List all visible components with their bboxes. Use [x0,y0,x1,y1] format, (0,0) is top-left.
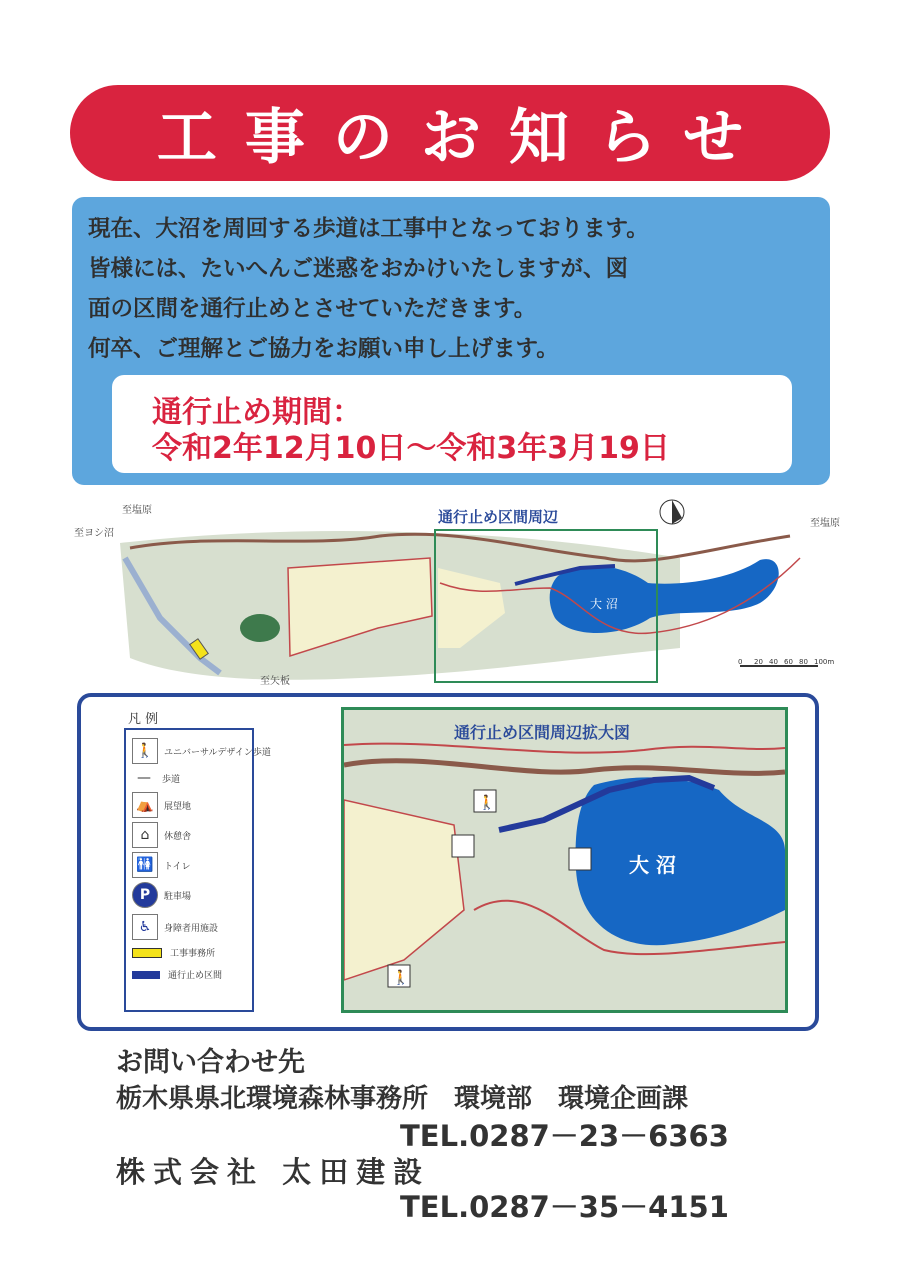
legend-item [132,738,271,764]
legend-label: 展望地 [164,801,192,812]
legend-item [132,792,191,818]
legend-item [132,968,222,981]
legend-label: 歩道 [162,774,181,785]
overview-map [60,488,850,688]
notice-line: 面の区間を通行止めとさせていただきます。 [88,296,537,322]
legend-item [132,822,191,848]
hiker-icon: 🚶 [478,795,496,811]
notice-text [88,209,818,369]
viewpoint-icon [452,835,474,857]
place-label: 至塩原 [810,518,840,529]
scale-tick: 20 [754,658,763,666]
legend-label: 休憩舎 [164,831,192,842]
toilet-icon: 🚻 [132,852,158,878]
legend-item [132,766,180,790]
zoom-map-canvas [344,710,785,1010]
notice-line: 何卒、ご理解とご協力をお願い申し上げます。 [88,336,559,362]
highlight-label: 通行止め区間周辺 [438,508,559,526]
lake-label: 大 沼 [590,597,618,611]
legend-label: 工事事務所 [170,949,216,959]
path-line-icon: — [137,770,151,786]
closure-swatch-icon [132,971,160,979]
contact-heading: お問い合わせ先 [116,1047,305,1078]
legend-item [132,914,218,940]
scale-tick: 60 [784,658,793,666]
contact-tel-1: TEL.0287－23－6363 [400,1119,729,1153]
legend-label: 通行止め区間 [168,971,223,981]
hiker-icon: 🚶 [132,738,158,764]
scale-tick: 40 [769,658,778,666]
notice-box [72,197,830,485]
scale-tick: 0 [738,658,743,666]
rest-house-icon: ⌂ [132,822,158,848]
hiker-icon: 🚶 [392,970,410,986]
legend-item [132,852,191,878]
notice-line: 現在、大沼を周回する歩道は工事中となっております。 [88,216,649,242]
accessible-icon: ♿ [132,914,158,940]
viewpoint-icon: ⛺ [132,792,158,818]
zoom-map-title: 通行止め区間周辺拡大図 [454,723,631,742]
title-banner [70,85,830,181]
closure-period-label: 通行止め期間： [152,395,362,430]
scale-tick: 100m [814,658,835,666]
contact-org-1: 栃木県県北環境森林事務所 環境部 環境企画課 [116,1084,689,1114]
place-label: 至塩原 [122,505,152,516]
legend-item [132,882,191,908]
legend-label: 駐車場 [164,891,192,902]
closure-period-box [112,375,792,473]
contact-org-2: 株式会社 太田建設 [116,1155,431,1189]
zoom-map [341,707,788,1013]
legend-label: ユニバーサルデザイン歩道 [164,747,271,758]
legend-title: 凡 例 [128,712,159,727]
hill-area [240,614,280,642]
closure-period-value: 令和2年12月10日～令和3年3月19日 [152,431,670,466]
place-label: 至ヨシ沼 [74,528,114,539]
office-swatch-icon [132,948,162,958]
legend-box [124,728,271,1012]
parking-icon: P [132,882,158,908]
legend-item [132,946,215,959]
scale-tick: 80 [799,658,808,666]
notice-line: 皆様には、たいへんご迷惑をおかけいたしますが、図 [88,256,629,282]
viewpoint-icon [569,848,591,870]
page-title: 工事のお知らせ [156,103,772,173]
legend-label: 身障者用施設 [164,923,219,934]
contact-tel-2: TEL.0287－35－4151 [400,1190,729,1224]
legend-label: トイレ [164,861,191,872]
lake-label: 大 沼 [629,853,676,877]
scale-bar [738,658,834,666]
place-label: 至矢板 [260,676,290,687]
